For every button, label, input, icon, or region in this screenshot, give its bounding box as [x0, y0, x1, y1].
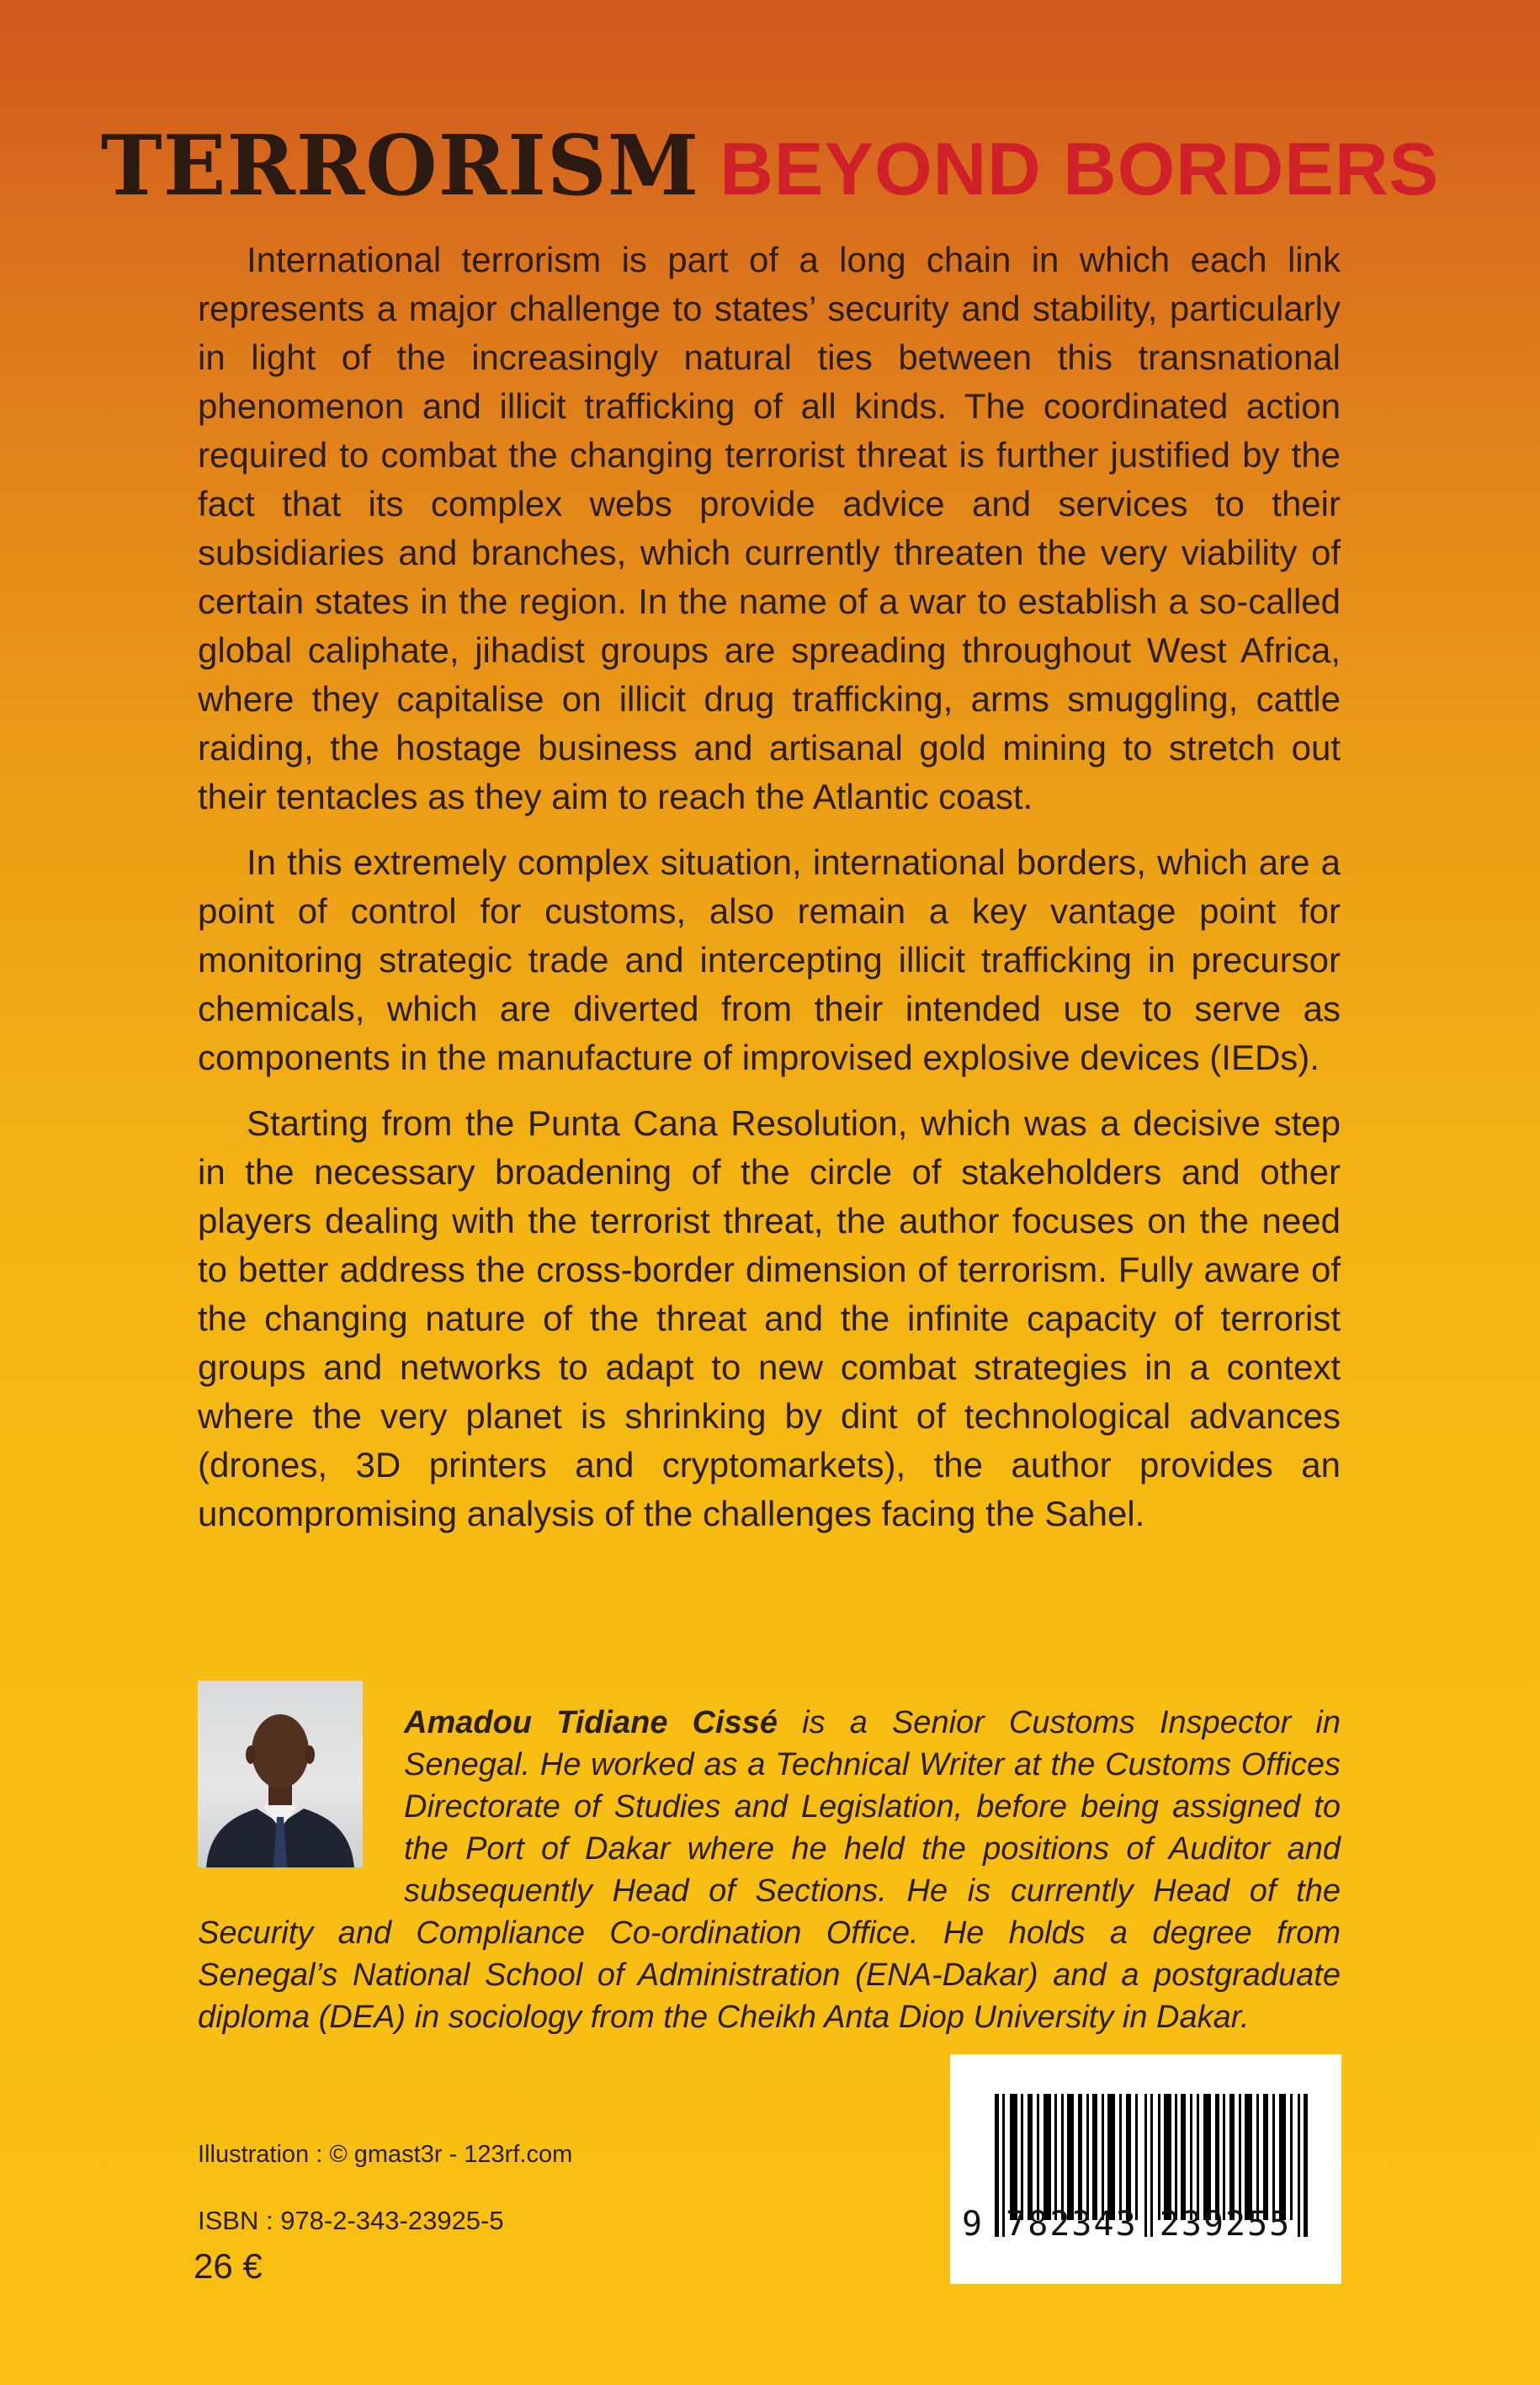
price: 26 € [194, 2246, 263, 2286]
blurb-paragraph-2: In this extremely complex situation, international borders, which are a point of control for customs, also remain a key vantage point for monitoring strategic trade and intercepting illicit trafficking in precursor chemicals, which are diverted from their intended use to serve as components in the manufacture of improvised explosive devices (IEDs). [198, 842, 1341, 1077]
author-bio [198, 1702, 1341, 2038]
barcode-digits: 9 782343 239255 [962, 2205, 1292, 2244]
barcode [950, 2054, 1341, 2284]
illustration-credit: Illustration : © gmast3r - 123rf.com [198, 2141, 573, 2168]
author-name: Amadou Tidiane Cissé [404, 1705, 778, 1740]
blurb-paragraph-3: Starting from the Punta Cana Resolution, which was a decisive step in the necessary broadening of the circle of stakeholders and other players dealing with the terrorist threat, the author focuses on the need to better address the cross-border dimension of terrorism. Fully aware of the changing nature of the threat and the infinite capacity of terrorist groups and networks to adapt to new combat strategies in a context where the very planet is shrinking by dint of technological advances (drones, 3D printers and cryptomarkets), the author provides an uncompromising analysis of the challenges facing the Sahel. [198, 1103, 1341, 1533]
book-title [0, 118, 1540, 215]
title-beyond-borders: BEYOND BORDERS [720, 127, 1440, 210]
author-bio-text: is a Senior Customs Inspector in Senegal. He worked as a Technical Writer at the Customs Offices Directorate of Studies and Legislation, before being assigned to the Port of Dakar where he held the positions of Auditor and subsequently Head of Sections. He is currently Head of the Security and Compliance Co-ordination Office. He holds a degree from Senegal’s National School of Administration (ENA-Dakar) and a postgraduate diploma (DEA) in sociology from the Cheikh Anta Diop University in Dakar. [198, 1705, 1341, 2035]
blurb-paragraph-1: International terrorism is part of a long chain in which each link represents a major challenge to states’ security and stability, particularly in light of the increasingly natural ties between this transnational phenomenon and illicit trafficking of all kinds. The coordinated action required to combat the changing terrorist threat is further justified by the fact that its complex webs provide advice and services to their subsidiaries and branches, which currently threaten the very viability of certain states in the region. In the name of a war to establish a so-called global caliphate, jihadist groups are spreading throughout West Africa, where they capitalise on illicit drug trafficking, arms smuggling, cattle raiding, the hostage business and artisanal gold mining to stretch out their tentacles as they aim to reach the Atlantic coast. [198, 240, 1341, 816]
photo-text-wrap [198, 1681, 404, 1884]
back-cover-blurb [198, 236, 1341, 1555]
title-terrorism: TERRORISM [100, 118, 700, 215]
isbn: ISBN : 978-2-343-23925-5 [198, 2206, 504, 2235]
